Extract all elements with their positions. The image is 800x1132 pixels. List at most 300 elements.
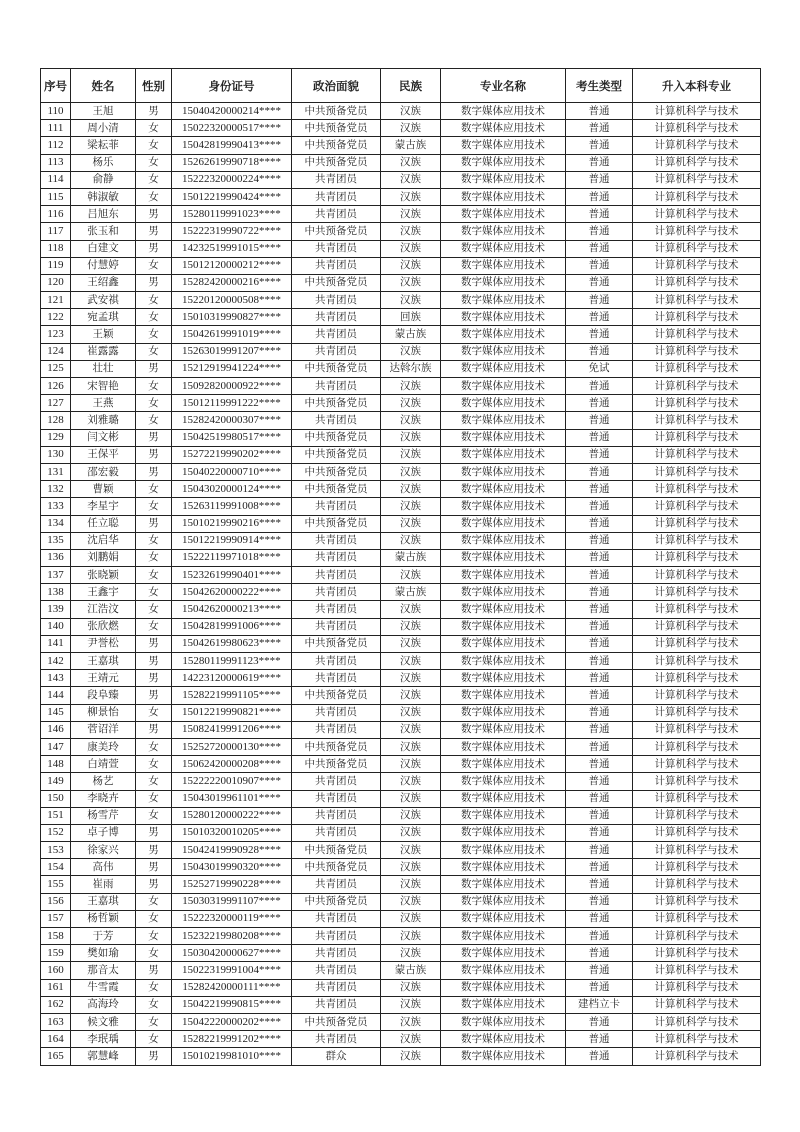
cell-gender: 女 — [136, 532, 172, 549]
cell-index: 134 — [41, 515, 71, 532]
cell-target-major: 计算机科学与技术 — [633, 738, 761, 755]
cell-ethnicity: 汉族 — [381, 842, 441, 859]
cell-major: 数字媒体应用技术 — [441, 274, 566, 291]
cell-index: 137 — [41, 567, 71, 584]
cell-index: 132 — [41, 481, 71, 498]
cell-name: 王绍鑫 — [71, 274, 136, 291]
cell-name: 王鑫宇 — [71, 584, 136, 601]
cell-id-number: 14232519991015**** — [172, 240, 292, 257]
cell-candidate-type: 普通 — [566, 343, 633, 360]
student-table — [40, 68, 761, 1066]
student-list-page — [40, 68, 760, 1066]
cell-index: 119 — [41, 257, 71, 274]
cell-name: 柳景怡 — [71, 704, 136, 721]
cell-index: 148 — [41, 756, 71, 773]
table-row — [41, 807, 761, 824]
table-row — [41, 601, 761, 618]
cell-index: 159 — [41, 945, 71, 962]
cell-ethnicity: 汉族 — [381, 687, 441, 704]
cell-gender: 女 — [136, 120, 172, 137]
cell-major: 数字媒体应用技术 — [441, 721, 566, 738]
cell-major: 数字媒体应用技术 — [441, 1048, 566, 1065]
cell-gender: 女 — [136, 481, 172, 498]
cell-major: 数字媒体应用技术 — [441, 103, 566, 120]
cell-political-status: 共青团员 — [292, 567, 381, 584]
cell-ethnicity: 汉族 — [381, 756, 441, 773]
cell-gender: 男 — [136, 206, 172, 223]
table-row — [41, 1048, 761, 1065]
cell-major: 数字媒体应用技术 — [441, 326, 566, 343]
cell-major: 数字媒体应用技术 — [441, 429, 566, 446]
cell-id-number: 15232219980208**** — [172, 928, 292, 945]
cell-id-number: 15280119991023**** — [172, 206, 292, 223]
cell-major: 数字媒体应用技术 — [441, 1013, 566, 1030]
cell-id-number: 15220120000508**** — [172, 292, 292, 309]
cell-political-status: 中共预备党员 — [292, 1013, 381, 1030]
cell-ethnicity: 蒙古族 — [381, 584, 441, 601]
table-row — [41, 567, 761, 584]
cell-gender: 女 — [136, 979, 172, 996]
cell-id-number: 15010219981010**** — [172, 1048, 292, 1065]
cell-index: 136 — [41, 549, 71, 566]
cell-name: 徐家兴 — [71, 842, 136, 859]
cell-major: 数字媒体应用技术 — [441, 481, 566, 498]
cell-gender: 男 — [136, 876, 172, 893]
cell-gender: 男 — [136, 463, 172, 480]
table-row — [41, 532, 761, 549]
cell-ethnicity: 蒙古族 — [381, 326, 441, 343]
cell-target-major: 计算机科学与技术 — [633, 154, 761, 171]
cell-index: 158 — [41, 928, 71, 945]
cell-political-status: 中共预备党员 — [292, 463, 381, 480]
cell-id-number: 15282219991105**** — [172, 687, 292, 704]
cell-ethnicity: 汉族 — [381, 704, 441, 721]
cell-political-status: 中共预备党员 — [292, 154, 381, 171]
cell-name: 王燕 — [71, 395, 136, 412]
table-row — [41, 360, 761, 377]
cell-candidate-type: 普通 — [566, 395, 633, 412]
cell-target-major: 计算机科学与技术 — [633, 653, 761, 670]
table-row — [41, 756, 761, 773]
cell-major: 数字媒体应用技术 — [441, 120, 566, 137]
cell-target-major: 计算机科学与技术 — [633, 790, 761, 807]
cell-major: 数字媒体应用技术 — [441, 360, 566, 377]
cell-name: 壮壮 — [71, 360, 136, 377]
cell-major: 数字媒体应用技术 — [441, 601, 566, 618]
cell-political-status: 共青团员 — [292, 945, 381, 962]
cell-political-status: 共青团员 — [292, 549, 381, 566]
cell-major: 数字媒体应用技术 — [441, 962, 566, 979]
cell-political-status: 中共预备党员 — [292, 842, 381, 859]
cell-target-major: 计算机科学与技术 — [633, 120, 761, 137]
table-row — [41, 549, 761, 566]
cell-name: 刘鹏娟 — [71, 549, 136, 566]
cell-major: 数字媒体应用技术 — [441, 979, 566, 996]
table-row — [41, 240, 761, 257]
cell-name: 江浩汶 — [71, 601, 136, 618]
cell-index: 149 — [41, 773, 71, 790]
cell-id-number: 15012120000212**** — [172, 257, 292, 274]
cell-ethnicity: 汉族 — [381, 567, 441, 584]
table-row — [41, 206, 761, 223]
cell-name: 候文雅 — [71, 1013, 136, 1030]
cell-target-major: 计算机科学与技术 — [633, 412, 761, 429]
cell-index: 143 — [41, 670, 71, 687]
cell-index: 116 — [41, 206, 71, 223]
cell-name: 那音太 — [71, 962, 136, 979]
cell-target-major: 计算机科学与技术 — [633, 687, 761, 704]
cell-candidate-type: 普通 — [566, 137, 633, 154]
cell-ethnicity: 汉族 — [381, 790, 441, 807]
table-row — [41, 635, 761, 652]
table-row — [41, 842, 761, 859]
cell-id-number: 15042519980517**** — [172, 429, 292, 446]
cell-target-major: 计算机科学与技术 — [633, 859, 761, 876]
cell-index: 110 — [41, 103, 71, 120]
cell-major: 数字媒体应用技术 — [441, 463, 566, 480]
table-row — [41, 292, 761, 309]
cell-id-number: 15042619980623**** — [172, 635, 292, 652]
cell-index: 154 — [41, 859, 71, 876]
cell-id-number: 15222320000119**** — [172, 910, 292, 927]
cell-major: 数字媒体应用技术 — [441, 498, 566, 515]
cell-candidate-type: 普通 — [566, 618, 633, 635]
cell-index: 163 — [41, 1013, 71, 1030]
cell-gender: 女 — [136, 395, 172, 412]
cell-political-status: 共青团员 — [292, 996, 381, 1013]
cell-target-major: 计算机科学与技术 — [633, 945, 761, 962]
cell-index: 122 — [41, 309, 71, 326]
cell-ethnicity: 汉族 — [381, 103, 441, 120]
table-row — [41, 274, 761, 291]
cell-index: 142 — [41, 653, 71, 670]
cell-name: 闫文彬 — [71, 429, 136, 446]
cell-candidate-type: 普通 — [566, 463, 633, 480]
table-row — [41, 945, 761, 962]
cell-political-status: 共青团员 — [292, 910, 381, 927]
cell-ethnicity: 汉族 — [381, 257, 441, 274]
cell-ethnicity: 汉族 — [381, 292, 441, 309]
table-row — [41, 103, 761, 120]
cell-candidate-type: 普通 — [566, 549, 633, 566]
cell-gender: 女 — [136, 498, 172, 515]
cell-index: 155 — [41, 876, 71, 893]
cell-name: 高伟 — [71, 859, 136, 876]
cell-target-major: 计算机科学与技术 — [633, 584, 761, 601]
cell-target-major: 计算机科学与技术 — [633, 876, 761, 893]
cell-target-major: 计算机科学与技术 — [633, 292, 761, 309]
cell-id-number: 15280119991123**** — [172, 653, 292, 670]
cell-target-major: 计算机科学与技术 — [633, 481, 761, 498]
cell-political-status: 共青团员 — [292, 378, 381, 395]
table-row — [41, 721, 761, 738]
cell-major: 数字媒体应用技术 — [441, 206, 566, 223]
cell-ethnicity: 汉族 — [381, 928, 441, 945]
cell-name: 白靖萱 — [71, 756, 136, 773]
cell-political-status: 中共预备党员 — [292, 137, 381, 154]
cell-political-status: 共青团员 — [292, 584, 381, 601]
cell-index: 127 — [41, 395, 71, 412]
table-row — [41, 738, 761, 755]
cell-index: 160 — [41, 962, 71, 979]
cell-name: 尹誉松 — [71, 635, 136, 652]
cell-name: 梁耘菲 — [71, 137, 136, 154]
cell-target-major: 计算机科学与技术 — [633, 756, 761, 773]
cell-candidate-type: 普通 — [566, 223, 633, 240]
cell-index: 156 — [41, 893, 71, 910]
cell-gender: 男 — [136, 721, 172, 738]
cell-index: 125 — [41, 360, 71, 377]
cell-ethnicity: 汉族 — [381, 171, 441, 188]
cell-major: 数字媒体应用技术 — [441, 704, 566, 721]
cell-ethnicity: 汉族 — [381, 653, 441, 670]
cell-name: 吕旭东 — [71, 206, 136, 223]
cell-ethnicity: 汉族 — [381, 601, 441, 618]
cell-id-number: 15012119991222**** — [172, 395, 292, 412]
cell-id-number: 15042620000213**** — [172, 601, 292, 618]
cell-target-major: 计算机科学与技术 — [633, 257, 761, 274]
cell-gender: 男 — [136, 103, 172, 120]
cell-political-status: 共青团员 — [292, 292, 381, 309]
cell-target-major: 计算机科学与技术 — [633, 395, 761, 412]
cell-name: 杨哲颖 — [71, 910, 136, 927]
cell-ethnicity: 汉族 — [381, 824, 441, 841]
cell-target-major: 计算机科学与技术 — [633, 343, 761, 360]
cell-id-number: 15272219990202**** — [172, 446, 292, 463]
cell-candidate-type: 普通 — [566, 670, 633, 687]
table-row — [41, 979, 761, 996]
cell-gender: 男 — [136, 360, 172, 377]
cell-ethnicity: 汉族 — [381, 876, 441, 893]
cell-gender: 男 — [136, 670, 172, 687]
cell-index: 131 — [41, 463, 71, 480]
cell-index: 164 — [41, 1031, 71, 1048]
cell-name: 于芳 — [71, 928, 136, 945]
cell-political-status: 中共预备党员 — [292, 223, 381, 240]
cell-political-status: 共青团员 — [292, 498, 381, 515]
cell-index: 153 — [41, 842, 71, 859]
cell-political-status: 共青团员 — [292, 653, 381, 670]
cell-candidate-type: 普通 — [566, 790, 633, 807]
cell-political-status: 中共预备党员 — [292, 738, 381, 755]
cell-id-number: 15042220000202**** — [172, 1013, 292, 1030]
cell-gender: 女 — [136, 171, 172, 188]
cell-major: 数字媒体应用技术 — [441, 859, 566, 876]
cell-candidate-type: 普通 — [566, 807, 633, 824]
cell-target-major: 计算机科学与技术 — [633, 721, 761, 738]
cell-major: 数字媒体应用技术 — [441, 240, 566, 257]
cell-major: 数字媒体应用技术 — [441, 807, 566, 824]
cell-political-status: 群众 — [292, 1048, 381, 1065]
cell-id-number: 14223120000619**** — [172, 670, 292, 687]
cell-index: 150 — [41, 790, 71, 807]
cell-candidate-type: 普通 — [566, 721, 633, 738]
cell-id-number: 15040220000710**** — [172, 463, 292, 480]
cell-id-number: 15042620000222**** — [172, 584, 292, 601]
cell-index: 162 — [41, 996, 71, 1013]
cell-id-number: 15252719990228**** — [172, 876, 292, 893]
cell-target-major: 计算机科学与技术 — [633, 910, 761, 927]
cell-political-status: 共青团员 — [292, 790, 381, 807]
table-row — [41, 326, 761, 343]
table-row — [41, 859, 761, 876]
cell-index: 138 — [41, 584, 71, 601]
cell-target-major: 计算机科学与技术 — [633, 807, 761, 824]
table-row — [41, 498, 761, 515]
cell-gender: 男 — [136, 824, 172, 841]
cell-candidate-type: 普通 — [566, 824, 633, 841]
cell-gender: 男 — [136, 274, 172, 291]
cell-candidate-type: 普通 — [566, 945, 633, 962]
cell-major: 数字媒体应用技术 — [441, 137, 566, 154]
cell-candidate-type: 普通 — [566, 240, 633, 257]
header-major: 专业名称 — [441, 69, 566, 103]
cell-gender: 女 — [136, 945, 172, 962]
cell-target-major: 计算机科学与技术 — [633, 274, 761, 291]
table-row — [41, 446, 761, 463]
cell-id-number: 15042219990815**** — [172, 996, 292, 1013]
cell-candidate-type: 普通 — [566, 584, 633, 601]
cell-gender: 女 — [136, 412, 172, 429]
cell-major: 数字媒体应用技术 — [441, 618, 566, 635]
cell-gender: 女 — [136, 773, 172, 790]
cell-political-status: 共青团员 — [292, 1031, 381, 1048]
cell-gender: 女 — [136, 309, 172, 326]
cell-ethnicity: 汉族 — [381, 979, 441, 996]
cell-political-status: 中共预备党员 — [292, 429, 381, 446]
header-index: 序号 — [41, 69, 71, 103]
table-row — [41, 343, 761, 360]
cell-ethnicity: 汉族 — [381, 429, 441, 446]
table-row — [41, 515, 761, 532]
cell-major: 数字媒体应用技术 — [441, 188, 566, 205]
cell-gender: 女 — [136, 738, 172, 755]
cell-index: 120 — [41, 274, 71, 291]
cell-candidate-type: 普通 — [566, 532, 633, 549]
cell-candidate-type: 普通 — [566, 928, 633, 945]
cell-target-major: 计算机科学与技术 — [633, 1013, 761, 1030]
cell-name: 菅诏洋 — [71, 721, 136, 738]
cell-major: 数字媒体应用技术 — [441, 378, 566, 395]
cell-target-major: 计算机科学与技术 — [633, 618, 761, 635]
cell-gender: 男 — [136, 1048, 172, 1065]
cell-index: 117 — [41, 223, 71, 240]
cell-index: 157 — [41, 910, 71, 927]
cell-name: 郭慧峰 — [71, 1048, 136, 1065]
cell-political-status: 中共预备党员 — [292, 859, 381, 876]
cell-index: 146 — [41, 721, 71, 738]
cell-id-number: 15262619990718**** — [172, 154, 292, 171]
cell-ethnicity: 汉族 — [381, 635, 441, 652]
cell-target-major: 计算机科学与技术 — [633, 360, 761, 377]
cell-candidate-type: 普通 — [566, 120, 633, 137]
cell-id-number: 15022319991004**** — [172, 962, 292, 979]
cell-name: 李星宇 — [71, 498, 136, 515]
cell-ethnicity: 汉族 — [381, 206, 441, 223]
cell-ethnicity: 汉族 — [381, 498, 441, 515]
cell-political-status: 中共预备党员 — [292, 515, 381, 532]
cell-target-major: 计算机科学与技术 — [633, 446, 761, 463]
cell-gender: 女 — [136, 996, 172, 1013]
header-political-status: 政治面貌 — [292, 69, 381, 103]
cell-name: 杨乐 — [71, 154, 136, 171]
cell-candidate-type: 普通 — [566, 378, 633, 395]
cell-gender: 女 — [136, 154, 172, 171]
cell-target-major: 计算机科学与技术 — [633, 188, 761, 205]
cell-candidate-type: 普通 — [566, 446, 633, 463]
table-row — [41, 996, 761, 1013]
table-row — [41, 790, 761, 807]
cell-major: 数字媒体应用技术 — [441, 567, 566, 584]
cell-ethnicity: 汉族 — [381, 893, 441, 910]
cell-id-number: 15043019990320**** — [172, 859, 292, 876]
table-row — [41, 653, 761, 670]
cell-gender: 男 — [136, 240, 172, 257]
cell-name: 付慧婷 — [71, 257, 136, 274]
cell-ethnicity: 汉族 — [381, 859, 441, 876]
cell-target-major: 计算机科学与技术 — [633, 326, 761, 343]
cell-political-status: 共青团员 — [292, 962, 381, 979]
cell-target-major: 计算机科学与技术 — [633, 206, 761, 223]
cell-index: 165 — [41, 1048, 71, 1065]
cell-political-status: 共青团员 — [292, 206, 381, 223]
cell-political-status: 共青团员 — [292, 773, 381, 790]
cell-index: 141 — [41, 635, 71, 652]
cell-gender: 女 — [136, 618, 172, 635]
table-row — [41, 773, 761, 790]
cell-index: 111 — [41, 120, 71, 137]
cell-political-status: 中共预备党员 — [292, 120, 381, 137]
cell-name: 宋智艳 — [71, 378, 136, 395]
cell-index: 115 — [41, 188, 71, 205]
table-row — [41, 395, 761, 412]
cell-id-number: 15012219990821**** — [172, 704, 292, 721]
cell-gender: 女 — [136, 584, 172, 601]
cell-index: 129 — [41, 429, 71, 446]
cell-target-major: 计算机科学与技术 — [633, 137, 761, 154]
cell-target-major: 计算机科学与技术 — [633, 103, 761, 120]
cell-index: 133 — [41, 498, 71, 515]
cell-id-number: 15043019961101**** — [172, 790, 292, 807]
cell-ethnicity: 汉族 — [381, 412, 441, 429]
cell-ethnicity: 汉族 — [381, 223, 441, 240]
cell-target-major: 计算机科学与技术 — [633, 498, 761, 515]
cell-name: 邵宏毅 — [71, 463, 136, 480]
cell-name: 宛孟琪 — [71, 309, 136, 326]
cell-name: 张欣燃 — [71, 618, 136, 635]
cell-gender: 男 — [136, 962, 172, 979]
cell-index: 135 — [41, 532, 71, 549]
cell-major: 数字媒体应用技术 — [441, 876, 566, 893]
cell-candidate-type: 普通 — [566, 910, 633, 927]
table-row — [41, 257, 761, 274]
cell-political-status: 中共预备党员 — [292, 274, 381, 291]
cell-major: 数字媒体应用技术 — [441, 928, 566, 945]
cell-ethnicity: 汉族 — [381, 910, 441, 927]
table-row — [41, 188, 761, 205]
cell-ethnicity: 汉族 — [381, 945, 441, 962]
header-id-number: 身份证号 — [172, 69, 292, 103]
cell-political-status: 共青团员 — [292, 326, 381, 343]
cell-candidate-type: 建档立卡 — [566, 996, 633, 1013]
cell-gender: 女 — [136, 343, 172, 360]
table-row — [41, 223, 761, 240]
cell-ethnicity: 汉族 — [381, 343, 441, 360]
cell-id-number: 15282420000111**** — [172, 979, 292, 996]
cell-target-major: 计算机科学与技术 — [633, 240, 761, 257]
cell-index: 118 — [41, 240, 71, 257]
cell-id-number: 15043020000124**** — [172, 481, 292, 498]
